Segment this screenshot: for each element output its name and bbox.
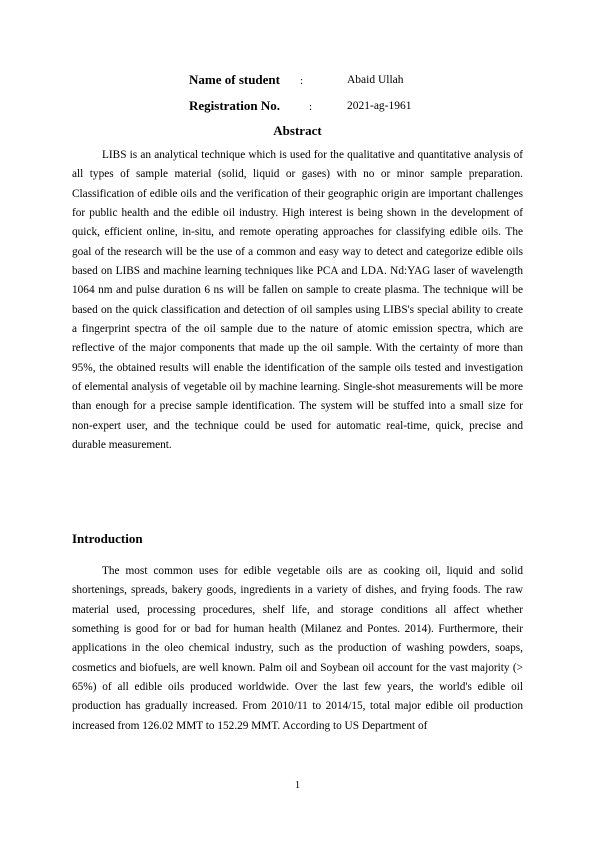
student-name-colon: : bbox=[300, 75, 304, 87]
registration-label: Registration No. bbox=[189, 98, 280, 113]
registration-row bbox=[0, 98, 595, 116]
student-name-row bbox=[0, 72, 595, 90]
student-name-value: Abaid Ullah bbox=[347, 74, 404, 86]
page-number: 1 bbox=[294, 780, 301, 791]
student-name-label: Name of student bbox=[189, 72, 280, 87]
abstract-paragraph: LIBS is an analytical technique which is used for the qualitative and quantitative analysis of all types of sample material (solid, liquid or gases) with no or minor sample preparation. Classification of edible oils and the verification of their geographic origin are important challenges for public health and the edible oil industry. High interest is being shown in the development of quick, efficient online, in-situ, and remote operating approaches for classifying edible oils. The goal of the research will be the use of a common and easy way to detect and categorize edible oils based on LIBS and machine learning techniques like PCA and LDA. Nd:YAG laser of wavelength 1064 nm and pulse duration 6 ns will be fallen on sample to create plasma. The technique will be based on the quick classification and detection of oil samples using LIBS's special ability to create a fingerprint spectra of the oil sample due to the nature of atomic emission spectra, which are reflective of the major components that made up the oil sample. With the certainty of more than 95%, the obtained results will enable the identification of the sample oils tested and investigation of elemental analysis of vegetable oil by machine learning. Single-shot measurements will be more than enough for a precise sample identification. The system will be stuffed into a small size for non-expert user, and the technique could be used for automatic real-time, quick, precise and durable measurement. bbox=[72, 149, 523, 452]
abstract-heading: Abstract bbox=[273, 123, 322, 138]
introduction-paragraph: The most common uses for edible vegetable oils are as cooking oil, liquid and solid shortenings, spreads, bakery goods, ingredients in a variety of dishes, and frying foods. The raw material used, processing procedures, shelf life, and storage conditions all affect whether something is good for or bad for human health (Milanez and Pontes. 2014). Furthermore, their applications in the oleo chemical industry, such as the production of washing powders, soaps, cosmetics and biofuels, are well known. Palm oil and Soybean oil account for the vast majority (> 65%) of all edible oils produced worldwide. Over the last few years, the world's edible oil production has gradually increased. From 2010/11 to 2014/15, total major edible oil production increased from 126.02 MMT to 152.29 MMT. According to US Department of bbox=[72, 565, 523, 732]
registration-colon: : bbox=[309, 101, 313, 113]
registration-value: 2021-ag-1961 bbox=[347, 100, 412, 112]
introduction-heading: Introduction bbox=[72, 531, 143, 546]
